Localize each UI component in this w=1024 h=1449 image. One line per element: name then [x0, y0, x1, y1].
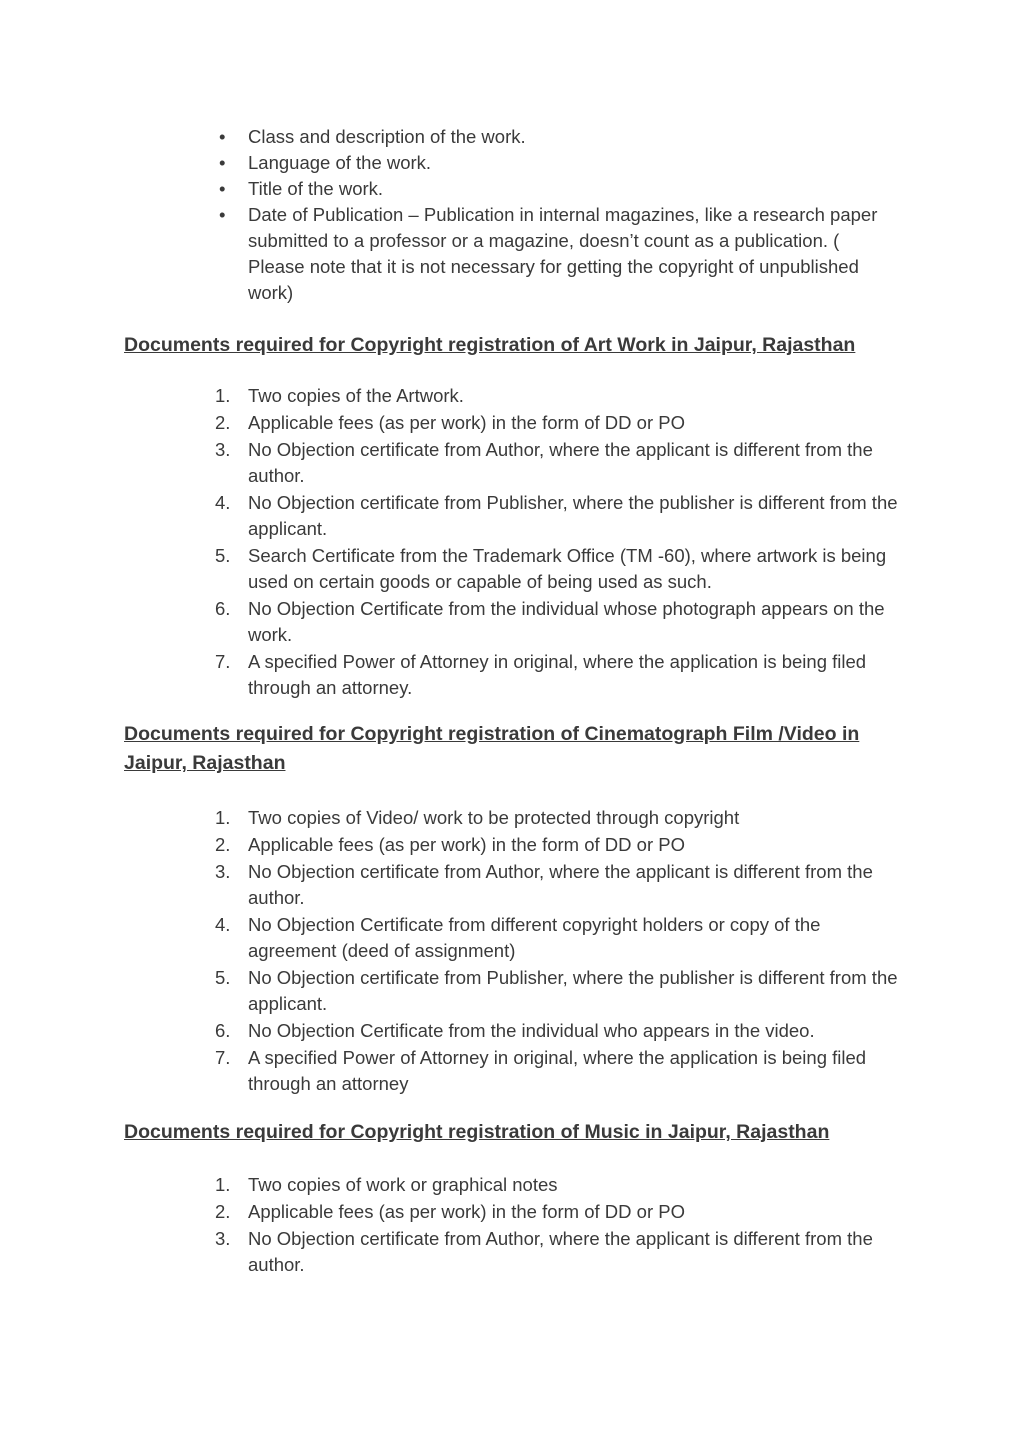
section-heading-music: Documents required for Copyright registration of Music in Jaipur, Rajasthan: [124, 1121, 830, 1143]
list-item: [215, 649, 898, 701]
list-number: 6.: [215, 1020, 231, 1041]
list-item: [215, 1199, 898, 1225]
music-document-list: [215, 1172, 898, 1279]
list-item-text: Applicable fees (as per work) in the form of DD or PO: [248, 412, 685, 433]
list-number: 1.: [215, 807, 231, 828]
list-number: 4.: [215, 492, 231, 513]
list-number: 5.: [215, 967, 231, 988]
list-item: [215, 383, 898, 409]
list-number: 2.: [215, 834, 231, 855]
list-item: [215, 1045, 898, 1097]
list-number: 7.: [215, 651, 231, 672]
list-number: 1.: [215, 1174, 231, 1195]
bullet-item: • Title of the work.: [248, 176, 898, 202]
list-item-text: A specified Power of Attorney in original, where the application is being filed through an attorney.: [248, 651, 867, 698]
bullet-item: • Language of the work.: [248, 150, 898, 176]
list-item: [215, 543, 898, 595]
list-item-text: No Objection certificate from Publisher, where the publisher is different from the applicant.: [248, 492, 898, 539]
list-item-text: No Objection Certificate from the individual who appears in the video.: [248, 1020, 815, 1041]
list-item-text: Applicable fees (as per work) in the form of DD or PO: [248, 834, 685, 855]
list-item-text: No Objection certificate from Author, where the applicant is different from the author.: [248, 861, 873, 908]
list-item: [215, 1172, 898, 1198]
list-item: [215, 1018, 898, 1044]
list-item: [215, 490, 898, 542]
list-item: [215, 1226, 898, 1278]
list-item-text: Search Certificate from the Trademark Office (TM -60), where artwork is being used on certain goods or capable of being used as such.: [248, 545, 887, 592]
list-item-text: No Objection certificate from Author, where the applicant is different from the author.: [248, 1228, 873, 1275]
list-item-text: Two copies of Video/ work to be protected through copyright: [248, 807, 740, 828]
list-item: [215, 410, 898, 436]
list-item: [215, 805, 898, 831]
list-number: 3.: [215, 861, 231, 882]
bullet-item: • Class and description of the work.: [248, 124, 898, 150]
film-video-document-list: [215, 805, 898, 1098]
list-item-text: No Objection Certificate from the individual whose photograph appears on the work.: [248, 598, 885, 645]
list-item-text: No Objection certificate from Author, where the applicant is different from the author.: [248, 439, 873, 486]
list-item: [215, 832, 898, 858]
list-item-text: Applicable fees (as per work) in the form of DD or PO: [248, 1201, 685, 1222]
section-heading-art-work: Documents required for Copyright registration of Art Work in Jaipur, Rajasthan: [124, 334, 856, 356]
section-heading-film-video: Documents required for Copyright registration of Cinematograph Film /Video in Jaipur, Rajasthan: [124, 723, 860, 774]
intro-bullet-list: [248, 124, 898, 306]
list-item: [215, 912, 898, 964]
art-work-document-list: [215, 383, 898, 702]
list-number: 7.: [215, 1047, 231, 1068]
list-number: 4.: [215, 914, 231, 935]
list-item-text: No Objection certificate from Publisher, where the publisher is different from the applicant.: [248, 967, 898, 1014]
list-number: 3.: [215, 1228, 231, 1249]
list-number: 2.: [215, 412, 231, 433]
list-item: [215, 965, 898, 1017]
bullet-item: • Date of Publication – Publication in internal magazines, like a research paper submitted to a professor or a magazine, doesn’t count as a publication. ( Please note that it is not necessary for getting the copyright of unpublished work): [248, 202, 898, 306]
list-item-text: Two copies of the Artwork.: [248, 385, 464, 406]
list-number: 2.: [215, 1201, 231, 1222]
list-item-text: A specified Power of Attorney in original, where the application is being filed through an attorney: [248, 1047, 867, 1094]
list-number: 5.: [215, 545, 231, 566]
list-number: 6.: [215, 598, 231, 619]
list-item: [215, 859, 898, 911]
list-number: 1.: [215, 385, 231, 406]
list-item-text: Two copies of work or graphical notes: [248, 1174, 558, 1195]
list-item: [215, 437, 898, 489]
list-item-text: No Objection Certificate from different copyright holders or copy of the agreement (deed of assignment): [248, 914, 821, 961]
list-number: 3.: [215, 439, 231, 460]
list-item: [215, 596, 898, 648]
